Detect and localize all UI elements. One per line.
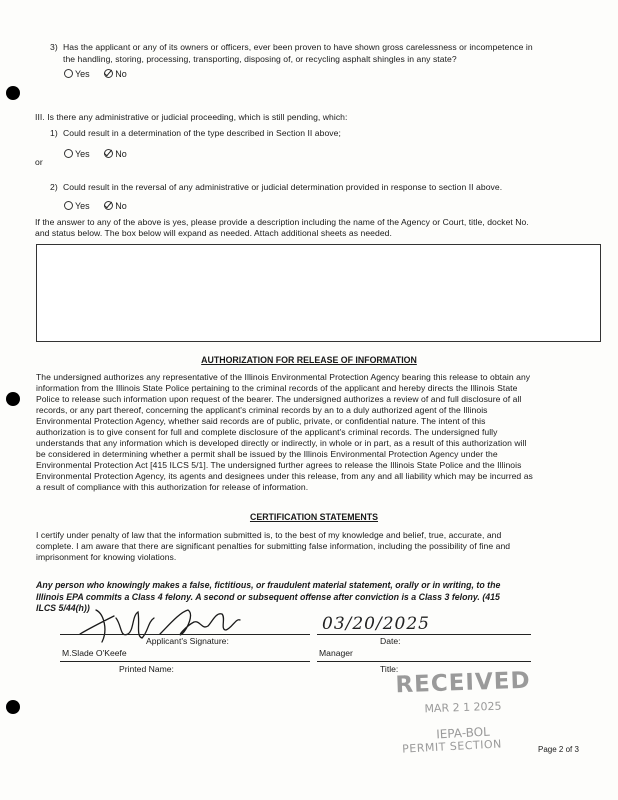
q3-radio-group (64, 69, 127, 79)
certification-line: imprisonment for knowing violations. (36, 552, 177, 562)
q2-yes-radio[interactable]: Yes (64, 201, 90, 211)
section3-intro: III. Is there any administrative or judicial proceeding, which is still pending, which: (35, 112, 348, 122)
title-value[interactable]: Manager (319, 648, 353, 658)
q2-no-radio[interactable]: No (104, 201, 127, 211)
stamp-section: PERMIT SECTION (401, 737, 503, 756)
q1-text: Could result in a determination of the type described in Section II above; (63, 128, 341, 138)
certification-heading: CERTIFICATION STATEMENTS (249, 512, 379, 522)
authorization-line: understands that any information which is developed directly or indirectly, in whole or in part, as a result of this authorization will (36, 438, 527, 448)
q1-number: 1) (50, 128, 58, 138)
q2-text: Could result in the reversal of any administrative or judicial determination provided in response to section II above. (63, 182, 503, 192)
authorization-line: The undersigned authorizes any representative of the Illinois Environmental Protection Agency bearing this release to obtain any (36, 372, 531, 382)
printed-name-line (60, 661, 310, 662)
q3-yes-radio[interactable]: Yes (64, 69, 90, 79)
authorization-line: records, or any part thereof, concerning the applicant's criminal records by an to a duly authorized agent of the Illinois (36, 405, 488, 415)
title-line (317, 661, 531, 662)
authorization-line: information from the Illinois State Police pertaining to the criminal records of the applicant and hereby directs the Illinois State (36, 383, 518, 393)
date-value[interactable]: 03/20/2025 (322, 614, 430, 634)
q3-number: 3) (50, 42, 58, 52)
or-label: or (35, 157, 43, 167)
authorization-line: be considered in determining whether a permit shall be issued by the Illinois Environmental Protection Agency under the (36, 449, 498, 459)
punch-hole-middle (6, 392, 20, 406)
received-stamp (388, 667, 538, 756)
date-label: Date: (380, 636, 401, 646)
q3-text-line2: the handling, storing, processing, transporting, disposing of, or recycling asphalt shingles in any state? (63, 54, 457, 64)
certification-body (36, 530, 606, 563)
authorization-line: a result of compliance with this authorization for release of information. (36, 482, 309, 492)
punch-hole-bottom (6, 700, 20, 714)
q3-no-radio[interactable]: No (104, 69, 127, 79)
authorization-body (36, 372, 606, 493)
stamp-date: MAR 2 1 2025 (424, 699, 502, 716)
instructions-line1: If the answer to any of the above is yes, please provide a description including the name of the Agency or Court, title, docket No. (35, 217, 529, 227)
page-number: Page 2 of 3 (538, 745, 579, 754)
printed-name-value[interactable]: M.Slade O'Keefe (62, 648, 127, 658)
q1-radio-group (64, 149, 127, 159)
authorization-line: Environmental Protection Act [415 ILCS 5/1]. The undersigned further agrees to release the Illinois State Police and the Illinois (36, 460, 522, 470)
certification-line: I certify under penalty of law that the information submitted is, to the best of my knowledge and belief, true, accurate, and (36, 530, 502, 540)
warning-line: Illinois EPA commits a Class 4 felony. A second or subsequent offense after conviction is a Class 3 felony. (415 (36, 591, 500, 602)
q2-radio-group (64, 201, 127, 211)
authorization-line: Environmental Protection Agency, whether said records are of public, private, or confidential nature. The intent of this (36, 416, 486, 426)
date-line (317, 634, 531, 635)
signature-line (60, 634, 310, 635)
q2-number: 2) (50, 182, 58, 192)
warning-line: ILCS 5/44(h)) (36, 603, 90, 613)
description-box[interactable] (36, 244, 601, 342)
instructions-line2: and status below. The box below will expand as needed. Attach additional sheets as needed. (35, 228, 392, 238)
certification-line: complete. I am aware that there are significant penalties for submitting false information, including the possibility of fine and (36, 541, 511, 551)
stamp-agency: IEPA-BOL (435, 724, 491, 742)
authorization-line: authorization is to give consent for full and complete disclosure of the applicant's criminal records. The undersigned fully (36, 427, 498, 437)
authorization-line: Environmental Protection Agency, its agents and designees under this release, from any and all liability which may be incurred as (36, 471, 533, 481)
title-label: Title: (380, 664, 399, 674)
authorization-line: Police to release such information upon request of the bearer. The undersigned authorizes a review of and full disclosure of all (36, 394, 522, 404)
signature-label: Applicant's Signature: (146, 636, 229, 646)
printed-name-label: Printed Name: (119, 664, 174, 674)
warning-line: Any person who knowingly makes a false, fictitious, or fraudulent material statement, orally or in writing, to the (36, 580, 501, 590)
authorization-heading: AUTHORIZATION FOR RELEASE OF INFORMATION (201, 355, 417, 365)
q1-yes-radio[interactable]: Yes (64, 149, 90, 159)
q3-text-line1: Has the applicant or any of its owners or officers, ever been proven to have shown gross carelessness or incompetence in (63, 42, 533, 52)
punch-hole-top (6, 86, 20, 100)
stamp-received: RECEIVED (394, 667, 532, 699)
q1-no-radio[interactable]: No (104, 149, 127, 159)
